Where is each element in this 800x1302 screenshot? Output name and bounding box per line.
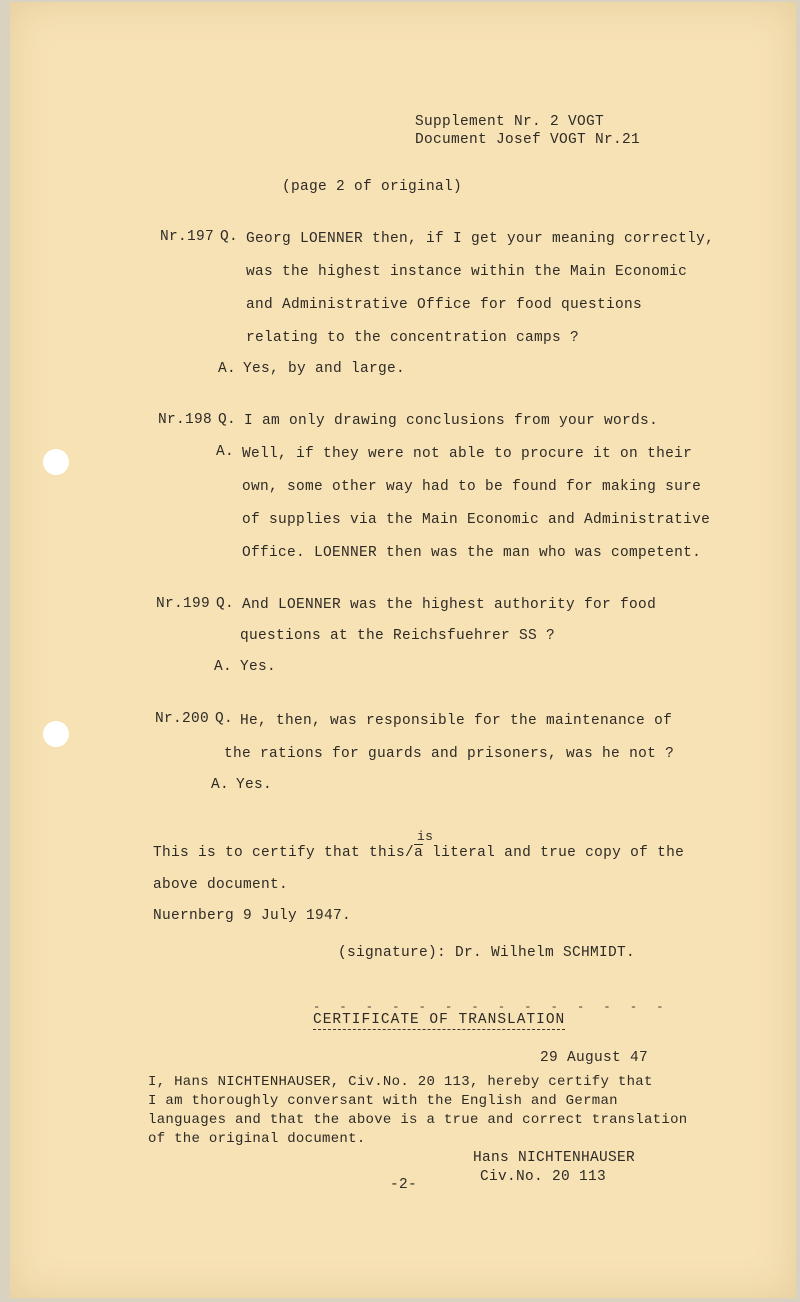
question-marker: Q. — [218, 412, 237, 428]
punch-hole — [43, 721, 69, 747]
title-overline: - - - - - - - - - - - - - - — [313, 1000, 670, 1014]
answer-line: Yes, by and large. — [243, 361, 406, 377]
page-number: -2- — [390, 1177, 418, 1193]
answer-line: Yes. — [240, 659, 277, 675]
question-line: He, then, was responsible for the maintenance of — [240, 713, 673, 729]
signature-line: (signature): Dr. Wilhelm SCHMIDT. — [338, 945, 636, 961]
question-marker: Q. — [216, 596, 235, 612]
question-line: And LOENNER was the highest authority for food — [242, 597, 657, 613]
certificate-body-line: languages and that the above is a true and correct translation — [148, 1112, 688, 1128]
punch-hole — [43, 449, 69, 475]
place-date: Nuernberg 9 July 1947. — [153, 908, 352, 924]
page-note: (page 2 of original) — [282, 179, 463, 195]
question-line: Georg LOENNER then, if I get your meaning correctly, — [246, 231, 715, 247]
question-line: was the highest instance within the Main Economic — [246, 264, 688, 280]
answer-marker: A. — [211, 777, 230, 793]
certification-line: This is to certify that this is $/\overline{a}$ literal and true copy of the — [153, 829, 685, 861]
question-number: Nr.199 — [156, 596, 211, 612]
answer-line: of supplies via the Main Economic and Administrative — [242, 512, 711, 528]
certificate-body-line: I am thoroughly conversant with the English and German — [148, 1093, 618, 1109]
certificate-body-line: I, Hans NICHTENHAUSER, Civ.No. 20 113, hereby certify that — [148, 1074, 653, 1090]
answer-marker: A. — [218, 361, 237, 377]
answer-line: Yes. — [236, 777, 273, 793]
certificate-title: - - - - - - - - - - - - - - CERTIFICATE OF TRANSLATION — [313, 1000, 670, 1028]
answer-line: own, some other way had to be found for making sure — [242, 479, 702, 495]
question-line: and Administrative Office for food questions — [246, 297, 643, 313]
struck-word: $\overline{a}$ — [414, 845, 424, 861]
question-line: relating to the concentration camps ? — [246, 330, 580, 346]
document-page — [10, 2, 796, 1298]
answer-line: Well, if they were not able to procure it on their — [242, 446, 693, 462]
question-number: Nr.198 — [158, 412, 213, 428]
question-number: Nr.200 — [155, 711, 210, 727]
question-line: I am only drawing conclusions from your words. — [244, 413, 659, 429]
question-marker: Q. — [220, 229, 239, 245]
question-marker: Q. — [215, 711, 234, 727]
supplement-ref: Supplement Nr. 2 VOGT — [415, 114, 605, 130]
question-number: Nr.197 — [160, 229, 215, 245]
question-line: the rations for guards and prisoners, was he not ? — [224, 746, 675, 762]
certification-line: above document. — [153, 877, 289, 893]
certificate-date: 29 August 47 — [540, 1050, 649, 1066]
document-ref: Document Josef VOGT Nr.21 — [415, 132, 641, 148]
answer-marker: A. — [214, 659, 233, 675]
certificate-body-line: of the original document. — [148, 1131, 366, 1147]
translator-name: Hans NICHTENHAUSER — [473, 1150, 636, 1166]
inserted-correction: is — [417, 829, 434, 844]
answer-marker: A. — [216, 444, 235, 460]
answer-line: Office. LOENNER then was the man who was competent. — [242, 545, 702, 561]
translator-civ-no: Civ.No. 20 113 — [480, 1169, 607, 1185]
question-line: questions at the Reichsfuehrer SS ? — [240, 628, 556, 644]
